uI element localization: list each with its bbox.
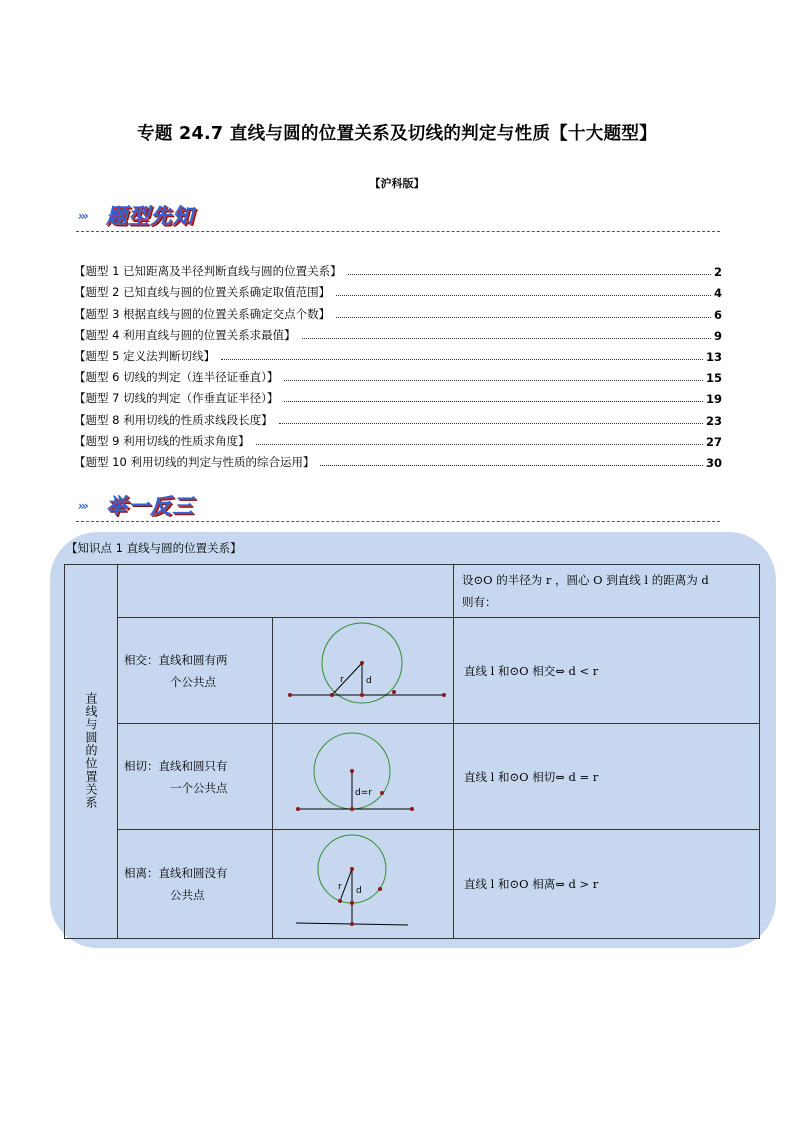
radius-segment [340, 869, 352, 901]
toc-item-page: 9 [713, 328, 722, 343]
header-cell [454, 565, 760, 618]
figure-cell [273, 618, 454, 724]
toc-item-page: 15 [705, 371, 722, 386]
case-line-1: 相交：直线和圆有两 [124, 652, 228, 667]
toc-leader [336, 317, 711, 318]
point [380, 791, 384, 795]
arrow-icon: ››› [78, 209, 87, 223]
case-line-2: 个公共点 [170, 674, 216, 689]
case-cell [118, 830, 273, 939]
distance-label: d [366, 676, 372, 686]
toc-item-page: 30 [705, 455, 722, 470]
toc-item-page: 19 [705, 392, 722, 407]
point [360, 661, 364, 665]
arrow-icon: ››› [78, 499, 87, 513]
toc-leader [284, 401, 703, 402]
distance-label: d=r [355, 788, 372, 798]
point [330, 693, 334, 697]
radius-label: r [338, 881, 342, 892]
toc-item-label: 【题型 2 已知直线与圆的位置关系确定取值范围】 [74, 285, 331, 300]
tangent-diagram [278, 725, 448, 825]
toc-leader [279, 423, 703, 424]
point [350, 901, 354, 905]
edition-label: 【沪科版】 [369, 177, 425, 190]
figure-cell [273, 830, 454, 939]
knowledge-point-title: 【知识点 1 直线与圆的位置关系】 [66, 541, 242, 555]
table-row [65, 830, 760, 939]
toc-item-label: 【题型 6 切线的判定（连半径证垂直）】 [74, 370, 279, 385]
point [360, 693, 364, 697]
point [350, 922, 354, 926]
figure-cell [273, 724, 454, 830]
toc-item-label: 【题型 5 定义法判断切线】 [74, 348, 216, 363]
toc-item-label: 【题型 9 利用切线的性质求角度】 [74, 433, 250, 448]
toc-item-page: 27 [705, 434, 722, 449]
side-label: 直线与圆的位置关系 [84, 691, 98, 809]
section-heading-label: 题型先知 [106, 204, 194, 228]
dashed-divider [76, 231, 720, 232]
relation-cell: 直线 l 和⊙O 相离⇔ d > r [454, 830, 760, 939]
distance-label: d [356, 885, 362, 896]
table-row [65, 618, 760, 724]
radius-label: r [340, 675, 344, 685]
point [442, 693, 446, 697]
section-heading-practice [76, 490, 720, 522]
case-line-1: 相离：直线和圆没有 [124, 866, 228, 880]
point [338, 899, 342, 903]
toc-item[interactable] [74, 406, 722, 427]
point [350, 769, 354, 773]
toc-item[interactable] [74, 279, 722, 300]
toc-leader [336, 295, 711, 296]
toc-item-label: 【题型 1 已知距离及半径判断直线与圆的位置关系】 [74, 264, 342, 279]
header-line-2: 则有： [462, 595, 497, 609]
point [350, 867, 354, 871]
toc-leader [302, 338, 711, 339]
toc-item-page: 13 [705, 349, 722, 364]
header-empty-cell [118, 565, 454, 618]
radius-segment [332, 663, 362, 695]
case-cell [118, 724, 273, 830]
case-line-2: 公共点 [170, 888, 205, 902]
toc-leader [284, 380, 703, 381]
dashed-divider [76, 521, 720, 522]
toc-item-page: 23 [705, 413, 722, 428]
header-line-1: 设⊙O 的半径为 r ，圆心 O 到直线 l 的距离为 d [462, 573, 709, 587]
table-of-contents [74, 258, 722, 470]
relation-cell: 直线 l 和⊙O 相切⇔ d = r [454, 724, 760, 830]
toc-item-label: 【题型 7 切线的判定（作垂直证半径）】 [74, 391, 279, 406]
toc-item[interactable] [74, 449, 722, 470]
section-heading-label: 举一反三 [106, 494, 194, 518]
toc-item-label: 【题型 4 利用直线与圆的位置关系求最值】 [74, 327, 296, 342]
page-title: 专题 24.7 直线与圆的位置关系及切线的判定与性质【十大题型】 [137, 124, 657, 144]
toc-item-page: 2 [713, 265, 722, 280]
toc-leader [348, 274, 711, 275]
point [392, 690, 396, 694]
case-cell [118, 618, 273, 724]
toc-item-label: 【题型 3 根据直线与圆的位置关系确定交点个数】 [74, 306, 331, 321]
toc-item[interactable] [74, 258, 722, 279]
toc-item-page: 4 [713, 286, 722, 301]
toc-item-label: 【题型 8 利用切线的性质求线段长度】 [74, 412, 273, 427]
toc-item[interactable] [74, 364, 722, 385]
toc-item[interactable] [74, 300, 722, 321]
point [296, 807, 300, 811]
toc-item[interactable] [74, 343, 722, 364]
side-label-cell [65, 565, 118, 939]
toc-item-label: 【题型 10 利用切线的判定与性质的综合运用】 [74, 454, 315, 469]
toc-leader [221, 359, 703, 360]
toc-leader [256, 444, 703, 445]
toc-item[interactable] [74, 428, 722, 449]
point [350, 807, 354, 811]
relation-cell: 直线 l 和⊙O 相交⇔ d < r [454, 618, 760, 724]
toc-item-page: 6 [713, 307, 722, 322]
separate-diagram [278, 831, 448, 935]
table-row [65, 724, 760, 830]
point [288, 693, 292, 697]
knowledge-table [64, 564, 760, 939]
toc-leader [320, 465, 703, 466]
section-heading-toc [76, 200, 720, 232]
case-line-1: 相切：直线和圆只有 [124, 758, 228, 773]
toc-item[interactable] [74, 385, 722, 406]
toc-item[interactable] [74, 322, 722, 343]
intersect-diagram [278, 619, 448, 719]
case-line-2: 一个公共点 [170, 780, 228, 795]
point [410, 807, 414, 811]
point [378, 887, 382, 891]
